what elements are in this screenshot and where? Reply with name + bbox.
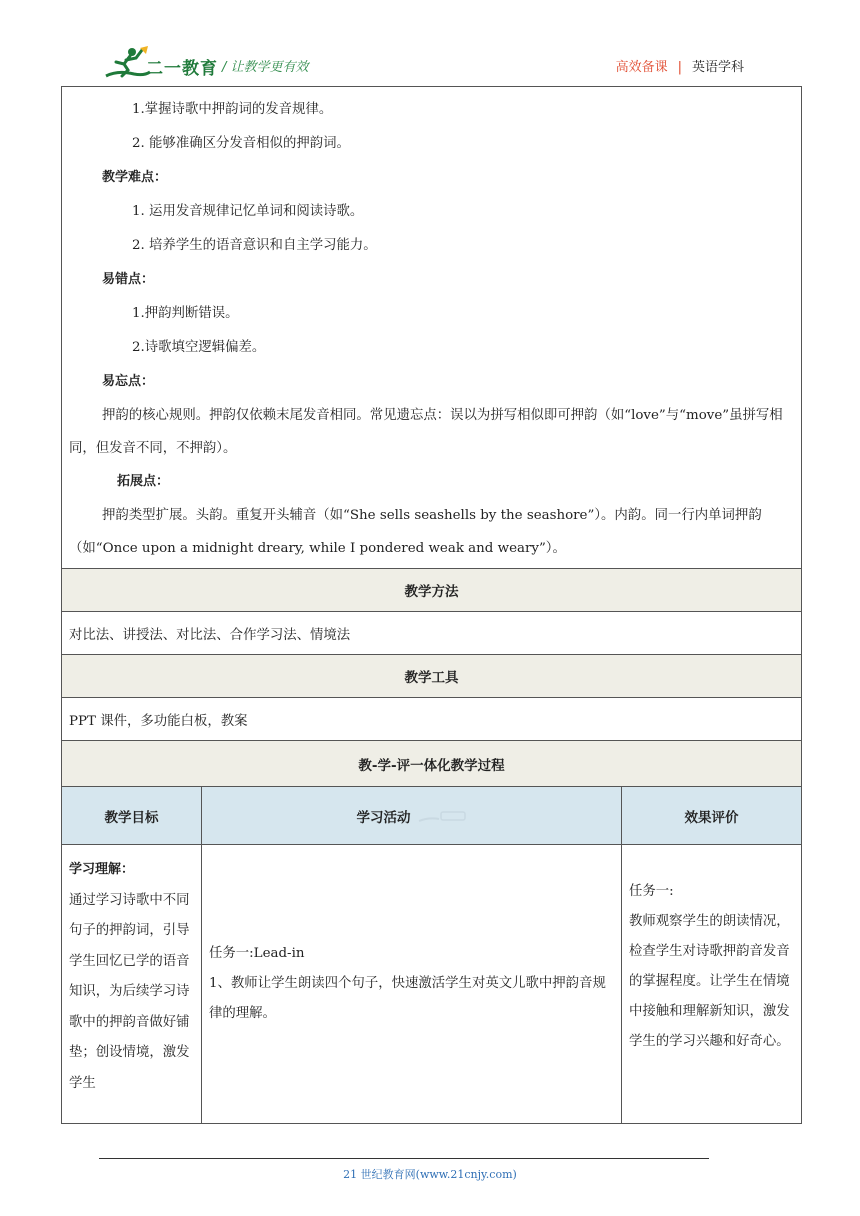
goal-text: 通过学习诗歌中不同句子的押韵词，引导学生回忆已学的语音知识，为后续学习诗歌中的押韵音做好铺垫；创设情境，激发学生 xyxy=(69,892,190,1091)
brand-slogan: / 让教学更有效 xyxy=(222,60,309,75)
column-header-goal-label: 教学目标 xyxy=(104,809,159,826)
extend-paragraph: 押韵类型扩展。头韵。重复开头辅音（如“She sells seashells by the seashore”）。内韵。同一行内单词押韵（如“Once upon a midnight dreary, while I pondered weak and weary”）。 xyxy=(69,508,762,556)
running-man-logo-icon xyxy=(104,46,152,80)
error-line: 2.诗歌填空逻辑偏差。 xyxy=(132,340,266,355)
header-subject xyxy=(616,56,744,75)
difficulty-line: 1. 运用发音规律记忆单词和阅读诗歌。 xyxy=(132,204,364,219)
extend-heading: 拓展点： xyxy=(117,474,170,489)
evaluation-task: 任务一: xyxy=(629,884,674,899)
difficulty-heading: 教学难点： xyxy=(102,170,168,185)
brand-name: 二一教育 xyxy=(146,59,218,79)
tools-body: PPT 课件，多功能白板，教案 xyxy=(62,698,801,741)
activity-cell xyxy=(202,845,622,1123)
page-header xyxy=(0,0,860,86)
objective-line: 2. 能够准确区分发音相似的押韵词。 xyxy=(132,136,350,151)
process-table-header xyxy=(62,787,801,845)
column-header-activity xyxy=(202,787,622,844)
footer-source: 21 世纪教育网(www.21cnjy.com) xyxy=(343,1168,517,1181)
watermark-logo-icon xyxy=(417,809,467,823)
header-label-prep: 高效备课 xyxy=(615,60,668,75)
activity-text: 1、教师让学生朗读四个句子，快速激活学生对英文儿歌中押韵音规律的理解。 xyxy=(209,976,606,1021)
forget-paragraph: 押韵的核心规则。押韵仅依赖末尾发音相同。常见遗忘点：误以为拼写相似即可押韵（如“love”与“move”虽拼写相同，但发音不同，不押韵）。 xyxy=(69,408,783,456)
evaluation-cell xyxy=(622,845,801,1123)
column-header-goal xyxy=(62,787,202,844)
methods-body: 对比法、讲授法、对比法、合作学习法、情境法 xyxy=(62,612,801,655)
goal-cell xyxy=(62,845,202,1123)
column-header-activity-label: 学习活动 xyxy=(356,809,411,826)
methods-title: 教学方法 xyxy=(62,569,801,612)
activity-task: 任务一:Lead-in xyxy=(209,946,305,961)
tools-title: 教学工具 xyxy=(62,655,801,698)
header-separator: | xyxy=(677,60,682,75)
column-header-evaluation-label: 效果评价 xyxy=(684,809,739,826)
header-label-subject: 英语学科 xyxy=(691,60,744,75)
column-header-evaluation xyxy=(622,787,801,844)
objective-line: 1.掌握诗歌中押韵词的发音规律。 xyxy=(132,102,333,117)
error-heading: 易错点： xyxy=(102,272,155,287)
difficulty-line: 2. 培养学生的语音意识和自主学习能力。 xyxy=(132,238,377,253)
process-title: 教-学-评一体化教学过程 xyxy=(62,741,801,787)
error-line: 1.押韵判断错误。 xyxy=(132,306,239,321)
process-table-row xyxy=(62,845,801,1124)
goal-heading: 学习理解： xyxy=(69,862,135,877)
objectives-content xyxy=(62,87,801,569)
forget-heading: 易忘点： xyxy=(102,374,155,389)
evaluation-text: 教师观察学生的朗读情况，检查学生对诗歌押韵音发音的掌握程度。让学生在情境中接触和理解新知识，激发学生的学习兴趣和好奇心。 xyxy=(629,914,790,1049)
footer-divider xyxy=(99,1158,709,1159)
lesson-plan-table xyxy=(61,86,802,1124)
